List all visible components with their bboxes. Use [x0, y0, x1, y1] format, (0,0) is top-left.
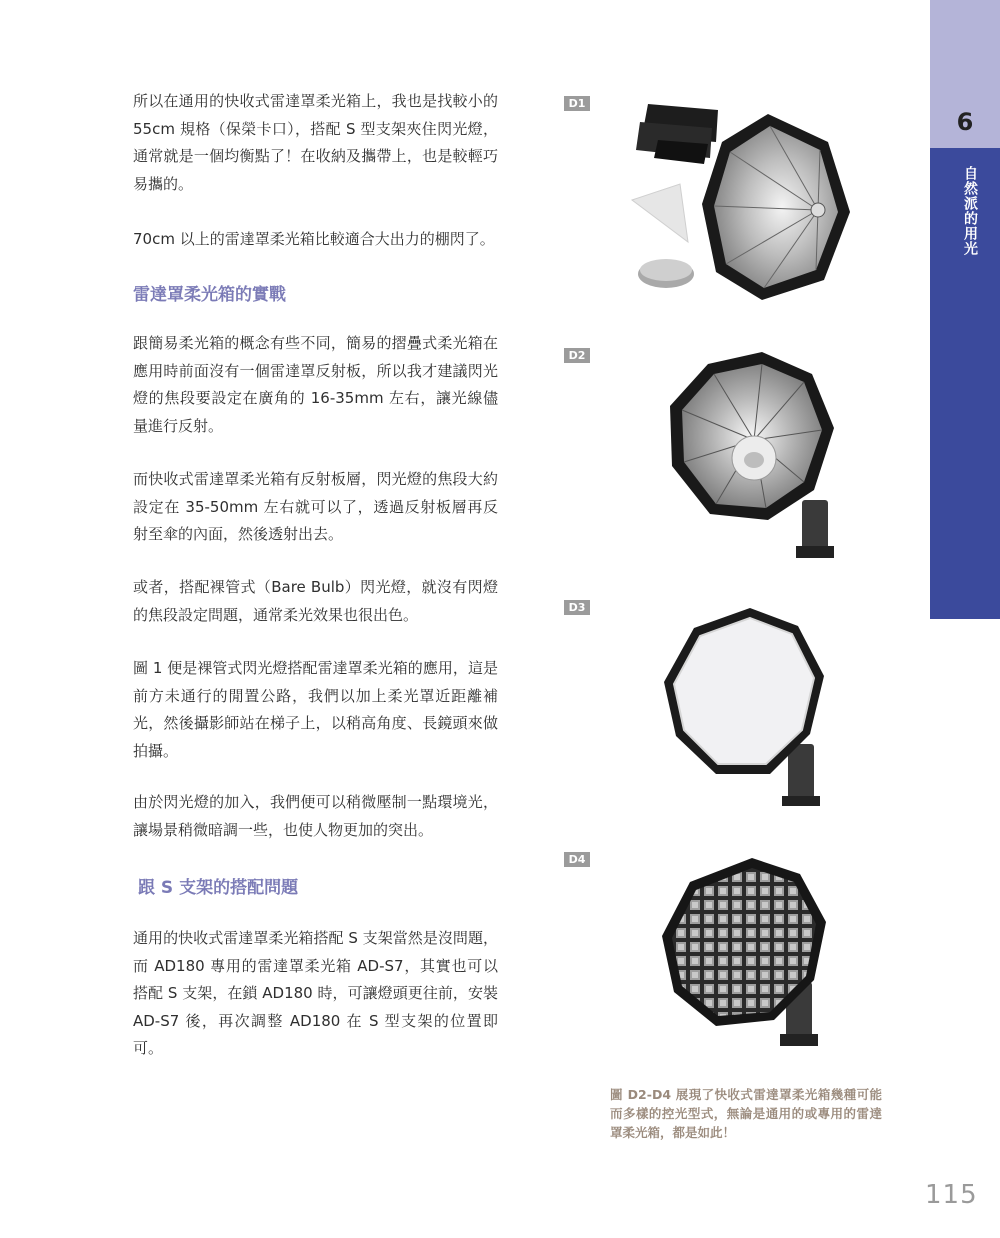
page-number: 115 [925, 1180, 978, 1210]
section-heading-2: 跟 S 支架的搭配問題 [138, 878, 299, 898]
paragraph-5: 或者，搭配裸管式（Bare Bulb）閃光燈，就沒有閃燈的焦段設定問題，通常柔光效果也很出色。 [133, 578, 498, 624]
figure-label-d3: D3 [564, 600, 590, 615]
chapter-title: 自然派的用光 [962, 166, 978, 256]
photo-d1 [618, 92, 858, 314]
photo-d3 [660, 606, 850, 812]
paragraph-7: 由於閃光燈的加入，我們便可以稍微壓制一點環境光，讓場景稍微暗調一些，也使人物更加的突出。 [133, 793, 498, 839]
paragraph-4: 而快收式雷達罩柔光箱有反射板層，閃光燈的焦段大約設定在 35-50mm 左右就可以了，透過反射板層再反射至傘的內面，然後透射出去。 [133, 470, 498, 543]
paragraph-2: 70cm 以上的雷達罩柔光箱比較適合大出力的棚閃了。 [133, 230, 495, 248]
chapter-number: 6 [956, 107, 974, 136]
figure-label-d4: D4 [564, 852, 590, 867]
figure-label-d1: D1 [564, 96, 590, 111]
photo-d4 [660, 856, 850, 1068]
paragraph-8: 通用的快收式雷達罩柔光箱搭配 S 支架當然是沒問題，而 AD180 專用的雷達罩柔光箱 AD-S7，其實也可以搭配 S 支架，在鎖 AD180 時，可讓燈頭更往前，安裝 AD-S7 後，再次調整 AD180 在 S 型支架的位置即可。 [133, 929, 498, 1057]
paragraph-6: 圖 1 便是裸管式閃光燈搭配雷達罩柔光箱的應用，這是前方未通行的閒置公路，我們以加上柔光罩近距離補光，然後攝影師站在梯子上，以稍高角度、長鏡頭來做拍攝。 [133, 659, 498, 760]
paragraph-3: 跟簡易柔光箱的概念有些不同，簡易的摺疊式柔光箱在應用時前面沒有一個雷達罩反射板，所以我才建議閃光燈的焦段要設定在廣角的 16-35mm 左右，讓光線儘量進行反射。 [133, 334, 498, 435]
photo-d2 [662, 350, 852, 570]
section-heading-1: 雷達罩柔光箱的實戰 [133, 285, 286, 305]
figure-caption: 圖 D2-D4 展現了快收式雷達罩柔光箱幾種可能而多樣的控光型式，無論是通用的或專用的雷達罩柔光箱，都是如此！ [610, 1087, 882, 1140]
figure-label-d2: D2 [564, 348, 590, 363]
paragraph-1: 所以在通用的快收式雷達罩柔光箱上，我也是找較小的 55cm 規格（保榮卡口），搭配 S 型支架夾住閃光燈，通常就是一個均衡點了！在收納及攜帶上，也是較輕巧易攜的。 [133, 92, 498, 193]
